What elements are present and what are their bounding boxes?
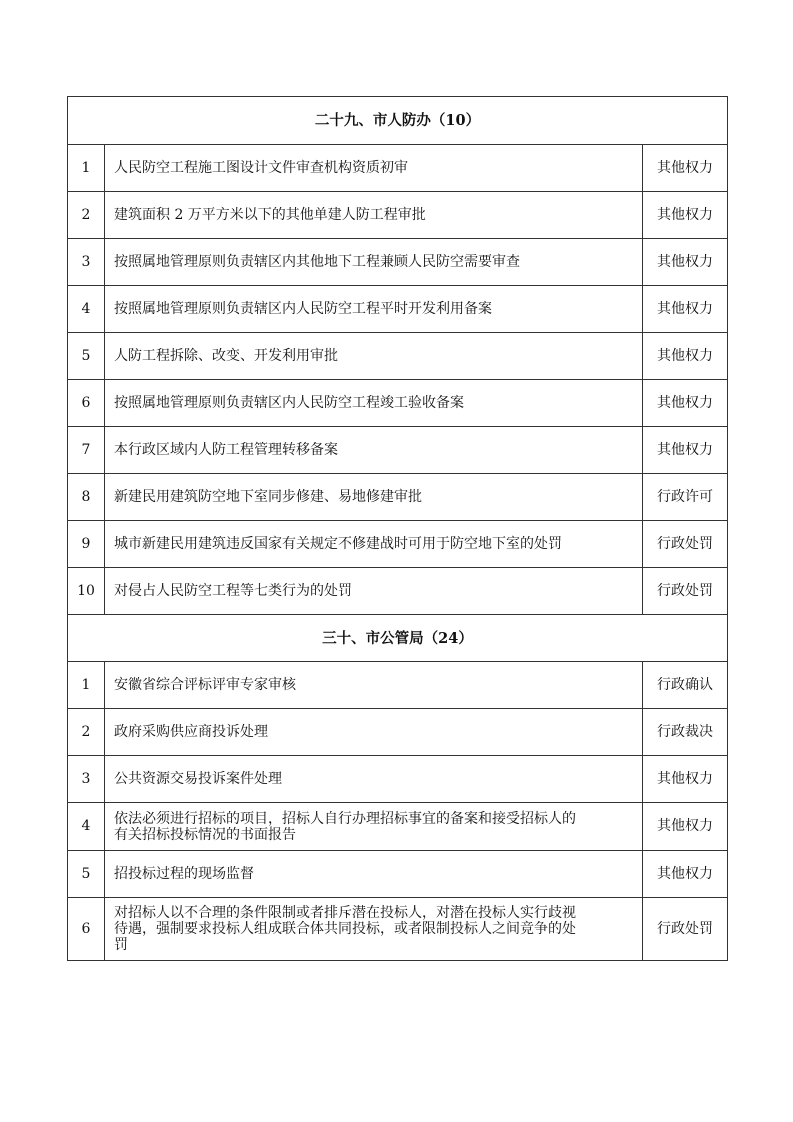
- power-type: 行政裁决: [643, 709, 728, 756]
- table-row: [68, 474, 728, 521]
- power-type: 行政确认: [643, 662, 728, 709]
- table-row: [68, 709, 728, 756]
- row-number: 10: [68, 568, 105, 615]
- power-type: 其他权力: [643, 380, 728, 427]
- item-name: 对侵占人民防空工程等七类行为的处罚: [105, 568, 643, 615]
- item-name: 招投标过程的现场监督: [105, 851, 643, 898]
- power-type: 其他权力: [643, 756, 728, 803]
- item-name: 人民防空工程施工图设计文件审查机构资质初审: [105, 145, 643, 192]
- table-row: [68, 427, 728, 474]
- item-name-line: 罚: [114, 937, 128, 953]
- row-number: 6: [68, 380, 105, 427]
- item-name: [105, 803, 643, 851]
- item-name: 政府采购供应商投诉处理: [105, 709, 643, 756]
- power-type: 其他权力: [643, 803, 728, 851]
- item-name: 按照属地管理原则负责辖区内人民防空工程竣工验收备案: [105, 380, 643, 427]
- item-name: 建筑面积 2 万平方米以下的其他单建人防工程审批: [105, 192, 643, 239]
- item-name-line: 依法必须进行招标的项目，招标人自行办理招标事宜的备案和接受招标人的: [114, 810, 576, 827]
- section-header-row: [68, 97, 728, 145]
- item-name: 公共资源交易投诉案件处理: [105, 756, 643, 803]
- row-number: 5: [68, 851, 105, 898]
- section-header-row: [68, 615, 728, 662]
- item-name: 人防工程拆除、改变、开发利用审批: [105, 333, 643, 380]
- table-row: [68, 145, 728, 192]
- row-number: 5: [68, 333, 105, 380]
- row-number: 4: [68, 286, 105, 333]
- power-type: 其他权力: [643, 145, 728, 192]
- row-number: 4: [68, 803, 105, 851]
- table-row: [68, 662, 728, 709]
- table-row: [68, 898, 728, 961]
- row-number: 7: [68, 427, 105, 474]
- power-type: 其他权力: [643, 239, 728, 286]
- table-row: [68, 192, 728, 239]
- table-row: [68, 380, 728, 427]
- power-type: 其他权力: [643, 851, 728, 898]
- item-name: 安徽省综合评标评审专家审核: [105, 662, 643, 709]
- row-number: 1: [68, 145, 105, 192]
- row-number: 8: [68, 474, 105, 521]
- row-number: 2: [68, 709, 105, 756]
- power-type: 行政许可: [643, 474, 728, 521]
- row-number: 3: [68, 756, 105, 803]
- row-number: 3: [68, 239, 105, 286]
- power-type: 其他权力: [643, 333, 728, 380]
- item-name: 新建民用建筑防空地下室同步修建、易地修建审批: [105, 474, 643, 521]
- row-number: 2: [68, 192, 105, 239]
- table-row: [68, 568, 728, 615]
- power-type: 行政处罚: [643, 521, 728, 568]
- table-row: [68, 521, 728, 568]
- power-type: 其他权力: [643, 286, 728, 333]
- power-type: 行政处罚: [643, 568, 728, 615]
- table-row: [68, 851, 728, 898]
- power-list-table: [67, 96, 728, 961]
- item-name-line: 有关招标投标情况的书面报告: [114, 826, 296, 843]
- power-type: 行政处罚: [643, 898, 728, 961]
- section-title: 三十、市公管局（24）: [68, 615, 728, 662]
- item-name: 按照属地管理原则负责辖区内人民防空工程平时开发利用备案: [105, 286, 643, 333]
- item-name: 按照属地管理原则负责辖区内其他地下工程兼顾人民防空需要审查: [105, 239, 643, 286]
- row-number: 9: [68, 521, 105, 568]
- power-type: 其他权力: [643, 192, 728, 239]
- table-row: [68, 803, 728, 851]
- row-number: 6: [68, 898, 105, 961]
- item-name: [105, 898, 643, 961]
- table-row: [68, 286, 728, 333]
- table-row: [68, 239, 728, 286]
- item-name-line: 对招标人以不合理的条件限制或者排斥潜在投标人，对潜在投标人实行歧视: [114, 905, 576, 921]
- item-name: 本行政区域内人防工程管理转移备案: [105, 427, 643, 474]
- section-title: 二十九、市人防办（10）: [68, 97, 728, 145]
- item-name-line: 待遇，强制要求投标人组成联合体共同投标，或者限制投标人之间竞争的处: [114, 921, 576, 937]
- item-name: 城市新建民用建筑违反国家有关规定不修建战时可用于防空地下室的处罚: [105, 521, 643, 568]
- power-type: 其他权力: [643, 427, 728, 474]
- table-row: [68, 756, 728, 803]
- row-number: 1: [68, 662, 105, 709]
- table-row: [68, 333, 728, 380]
